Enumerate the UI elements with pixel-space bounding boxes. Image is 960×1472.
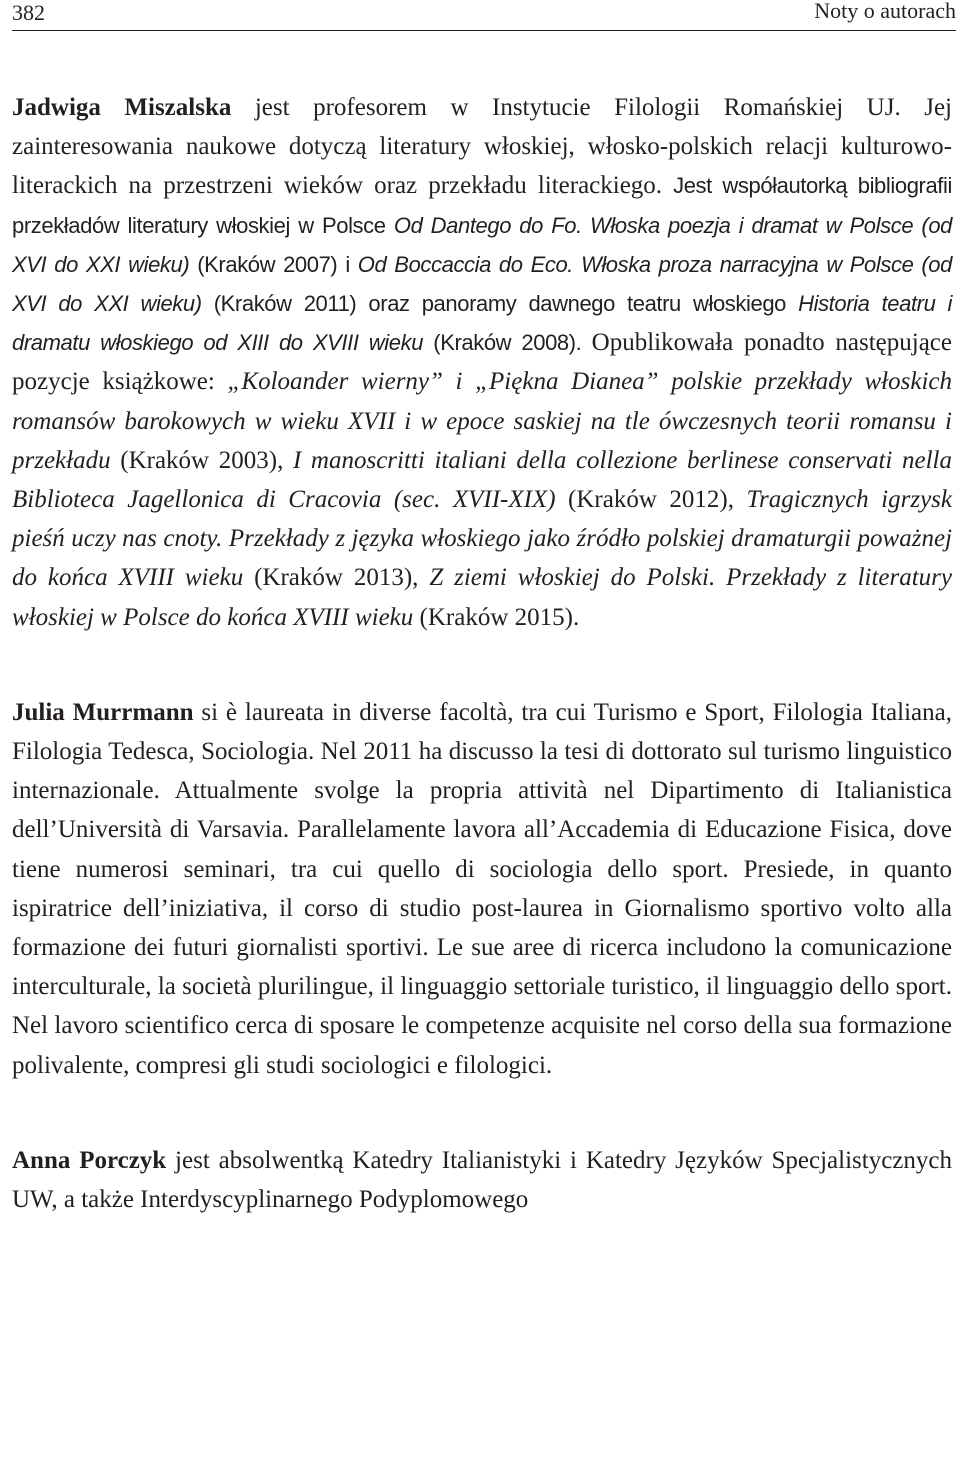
page-number: 382 — [12, 0, 45, 25]
bio-text: jest profesorem w Instytucie Filologii Romańskiej UJ. Jej zainteresowania naukowe dotyczą literatury włoskiej, włosko-polskich relacji kulturowo-literackich na przestrzeni wieków oraz przekładu literackiego. — [12, 94, 952, 200]
author-name: Julia Murrmann — [12, 698, 194, 726]
book-title: „Koloander wierny” i „Piękna Dianea” polskie przekłady włoskich romansów barokowych w wieku XVII i w epoce saskiej na tle ówczesnych teorii romansu i przekładu — [12, 368, 952, 474]
author-name: Anna Porczyk — [12, 1146, 167, 1174]
book-title: Z ziemi włoskiej do Polski. Przekłady z literatury włoskiej w Polsce do końca XVIII wieku — [12, 564, 953, 631]
book-title: Tragicznych igrzysk pieśń uczy nas cnoty. Przekłady z języka włoskiego jako źródło polskiej dramaturgii poważnej do końca XVIII wieku — [12, 486, 953, 592]
bio-text: Jest współautorką bibliografii przekładów literatury włoskiej w Polsce — [12, 173, 952, 238]
author-bio-murrmann — [12, 693, 952, 1085]
book-title: Historia teatru i dramatu włoskiego od XIII do XVIII wieku — [12, 291, 952, 356]
bio-text: (Kraków 2012), — [555, 486, 747, 514]
page-header — [12, 0, 956, 31]
book-title: Od Boccaccia do Eco. Włoska proza narracyjna w Polsce (od XVI do XXI wieku) — [12, 251, 952, 317]
page-body — [12, 88, 952, 1219]
author-bio-porczyk — [12, 1141, 952, 1219]
bio-text: (Kraków 2013), — [243, 564, 430, 592]
bio-text: (Kraków 2008). — [423, 330, 592, 356]
author-name: Jadwiga Miszalska — [12, 94, 232, 121]
bio-text: si è laureata in diverse facoltà, tra cui Turismo e Sport, Filologia Italiana, Filologia Tedesca, Sociologia. Nel 2011 ha discusso la tesi di dottorato sul turismo linguistico internazionale. Attualmente svolge la propria attività nel Dipartimento di Italianistica dell’Università di Varsavia. Parallelamente lavora all’Accademia di Educazione Fisica, dove tiene numerosi seminari, tra cui quello di sociologia dello sport. Presiede, in quanto ispiratrice dell’iniziativa, il corso di studio post-laurea in Giornalismo sportivo volto alla formazione dei futuri giornalisti sportivi. Le sue aree di ricerca includono la comunicazione interculturale, la società plurilingue, il linguaggio settoriale turistico, il linguaggio dello sport. Nel lavoro scientifico cerca di sposare le competenze acquisite nel corso della sua formazione polivalente, compresi gli studi sociologici e filologici. — [12, 698, 952, 1079]
author-bio-miszalska — [12, 88, 952, 637]
book-title: Od Dantego do Fo. Włoska poezja i dramat w Polsce (od XVI do XXI wieku) — [12, 212, 953, 277]
bio-text: jest absolwentką Katedry Italianistyki i Katedry Języków Specjalistycznych UW, a także Interdyscyplinarnego Podyplomowego — [12, 1146, 952, 1214]
book-title: I manoscritti italiani della collezione berlinese conservati nella Biblioteca Jagellonica di Cracovia (sec. XVII-XIX) — [12, 446, 952, 514]
bio-text: (Kraków 2007) i — [189, 251, 358, 277]
bio-text: (Kraków 2003), — [110, 446, 293, 474]
bio-text: (Kraków 2011) oraz panoramy dawnego teatru włoskiego — [201, 291, 799, 317]
running-head: Noty o autorach — [814, 0, 956, 23]
bio-text: (Kraków 2015). — [413, 603, 580, 631]
bio-text: Opublikowała ponadto następujące pozycje książkowe: — [12, 329, 952, 396]
